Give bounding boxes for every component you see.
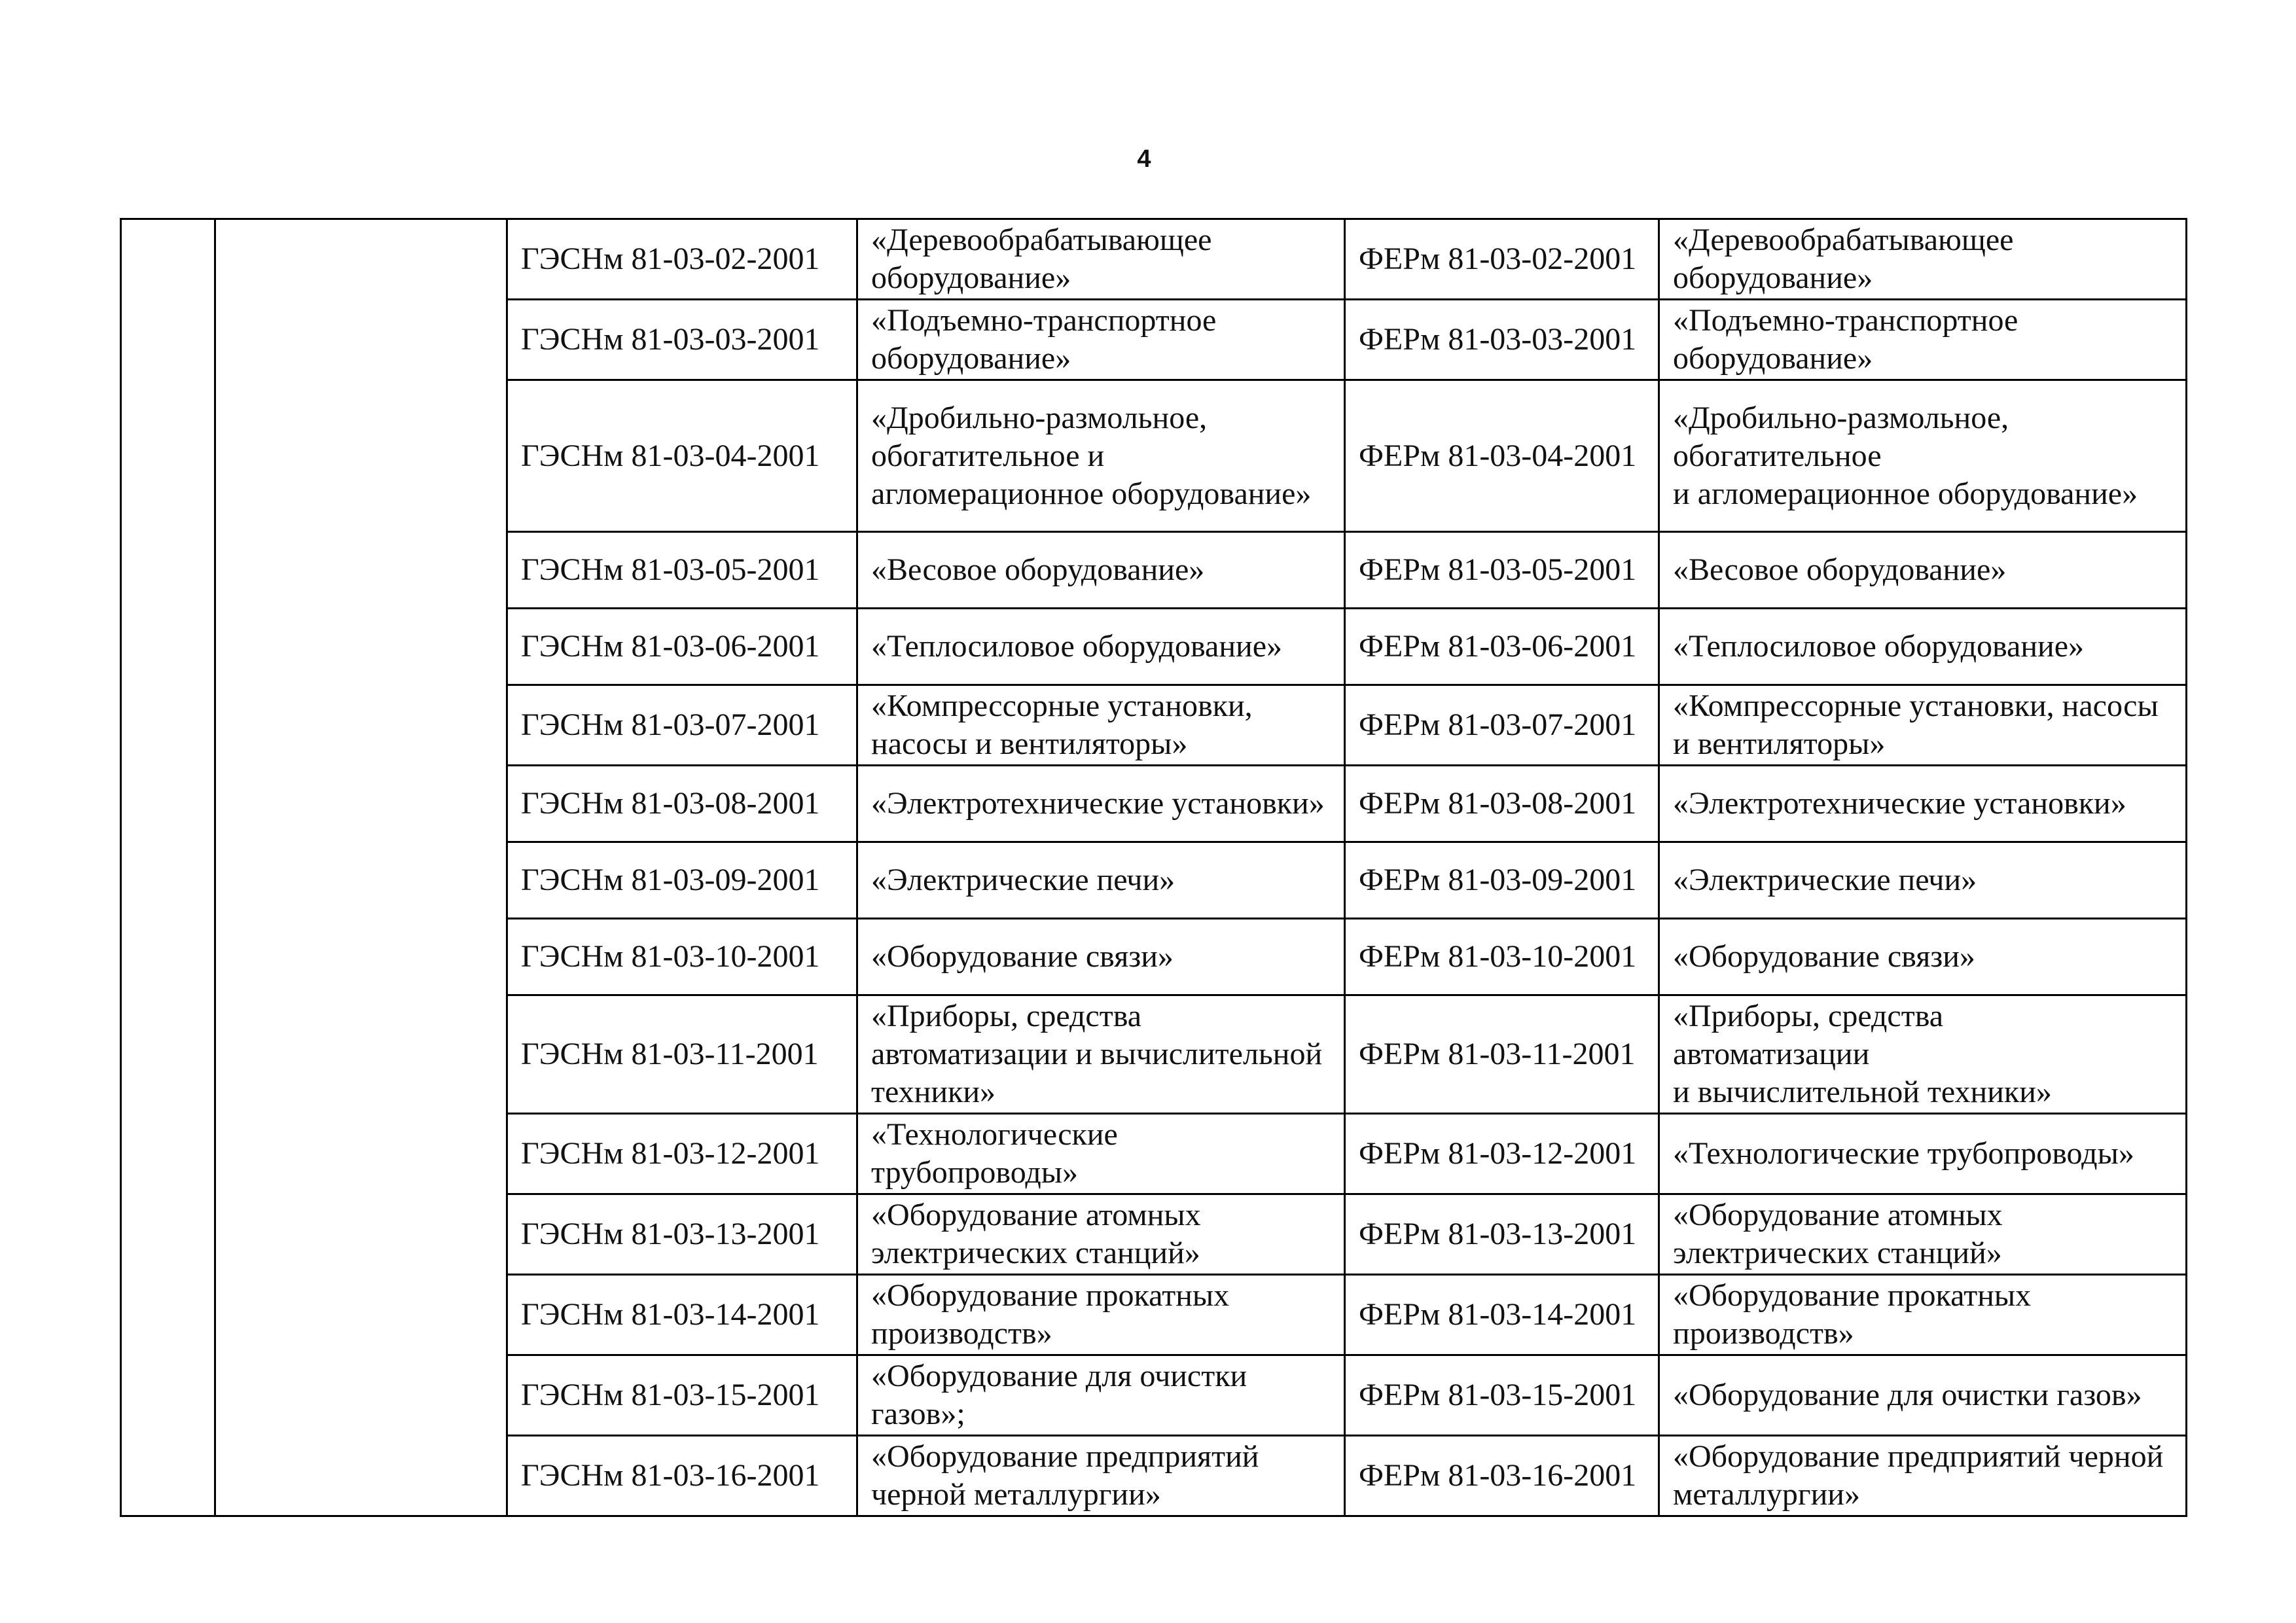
page-number: 4 bbox=[1137, 145, 1151, 173]
table-body bbox=[121, 219, 2187, 1516]
fer-code-cell: ФЕРм 81-03-05-2001 bbox=[1345, 532, 1659, 609]
fer-code-cell: ФЕРм 81-03-04-2001 bbox=[1345, 380, 1659, 532]
fer-code-cell: ФЕРм 81-03-03-2001 bbox=[1345, 300, 1659, 380]
fer-code-cell: ФЕРм 81-03-02-2001 bbox=[1345, 219, 1659, 300]
gesn-code-cell: ГЭСНм 81-03-09-2001 bbox=[507, 842, 857, 919]
fer-title-cell: «Электрические печи» bbox=[1659, 842, 2187, 919]
gesn-title-cell: «Компрессорные установки, насосы и вентиляторы» bbox=[857, 685, 1345, 766]
fer-code-cell: ФЕРм 81-03-08-2001 bbox=[1345, 766, 1659, 842]
fer-title-cell: «Оборудование для очистки газов» bbox=[1659, 1355, 2187, 1436]
gesn-code-cell: ГЭСНм 81-03-08-2001 bbox=[507, 766, 857, 842]
fer-title-cell: «Деревообрабатывающее оборудование» bbox=[1659, 219, 2187, 300]
gesn-title-cell: «Оборудование прокатных производств» bbox=[857, 1275, 1345, 1355]
gesn-title-cell: «Оборудование для очистки газов»; bbox=[857, 1355, 1345, 1436]
table-row bbox=[121, 219, 2187, 300]
gesn-title-cell: «Весовое оборудование» bbox=[857, 532, 1345, 609]
fer-code-cell: ФЕРм 81-03-12-2001 bbox=[1345, 1114, 1659, 1194]
gesn-code-cell: ГЭСНм 81-03-07-2001 bbox=[507, 685, 857, 766]
gesn-title-cell: «Оборудование атомных электрических станций» bbox=[857, 1194, 1345, 1275]
gesn-code-cell: ГЭСНм 81-03-15-2001 bbox=[507, 1355, 857, 1436]
gesn-title-cell: «Деревообрабатывающее оборудование» bbox=[857, 219, 1345, 300]
fer-title-cell: «Подъемно-транспортное оборудование» bbox=[1659, 300, 2187, 380]
fer-title-cell: «Технологические трубопроводы» bbox=[1659, 1114, 2187, 1194]
fer-code-cell: ФЕРм 81-03-16-2001 bbox=[1345, 1436, 1659, 1516]
gesn-title-cell: «Электрические печи» bbox=[857, 842, 1345, 919]
fer-title-cell: «Дробильно-размольное, обогатительное и агломерационное оборудование» bbox=[1659, 380, 2187, 532]
gesn-title-cell: «Приборы, средства автоматизации и вычислительной техники» bbox=[857, 995, 1345, 1114]
gesn-title-cell: «Подъемно-транспортное оборудование» bbox=[857, 300, 1345, 380]
gesn-code-cell: ГЭСНм 81-03-04-2001 bbox=[507, 380, 857, 532]
gesn-title-cell: «Дробильно-размольное, обогатительное и агломерационное оборудование» bbox=[857, 380, 1345, 532]
fer-code-cell: ФЕРм 81-03-10-2001 bbox=[1345, 919, 1659, 995]
gesn-title-cell: «Теплосиловое оборудование» bbox=[857, 609, 1345, 685]
fer-title-cell: «Оборудование связи» bbox=[1659, 919, 2187, 995]
fer-code-cell: ФЕРм 81-03-14-2001 bbox=[1345, 1275, 1659, 1355]
fer-title-cell: «Теплосиловое оборудование» bbox=[1659, 609, 2187, 685]
gesn-code-cell: ГЭСНм 81-03-05-2001 bbox=[507, 532, 857, 609]
gesn-code-cell: ГЭСНм 81-03-03-2001 bbox=[507, 300, 857, 380]
gesn-title-cell: «Электротехнические установки» bbox=[857, 766, 1345, 842]
gesn-code-cell: ГЭСНм 81-03-13-2001 bbox=[507, 1194, 857, 1275]
outer-empty-cell-1 bbox=[121, 219, 215, 1516]
fer-title-cell: «Весовое оборудование» bbox=[1659, 532, 2187, 609]
fer-title-cell: «Оборудование атомных электрических станций» bbox=[1659, 1194, 2187, 1275]
norms-table bbox=[120, 218, 2187, 1517]
gesn-title-cell: «Оборудование связи» bbox=[857, 919, 1345, 995]
fer-code-cell: ФЕРм 81-03-06-2001 bbox=[1345, 609, 1659, 685]
fer-code-cell: ФЕРм 81-03-13-2001 bbox=[1345, 1194, 1659, 1275]
fer-title-cell: «Оборудование прокатных производств» bbox=[1659, 1275, 2187, 1355]
outer-empty-cell-2 bbox=[215, 219, 507, 1516]
fer-title-cell: «Компрессорные установки, насосы и вентиляторы» bbox=[1659, 685, 2187, 766]
fer-code-cell: ФЕРм 81-03-15-2001 bbox=[1345, 1355, 1659, 1436]
gesn-code-cell: ГЭСНм 81-03-14-2001 bbox=[507, 1275, 857, 1355]
gesn-code-cell: ГЭСНм 81-03-06-2001 bbox=[507, 609, 857, 685]
gesn-code-cell: ГЭСНм 81-03-02-2001 bbox=[507, 219, 857, 300]
gesn-code-cell: ГЭСНм 81-03-12-2001 bbox=[507, 1114, 857, 1194]
fer-title-cell: «Электротехнические установки» bbox=[1659, 766, 2187, 842]
gesn-title-cell: «Технологические трубопроводы» bbox=[857, 1114, 1345, 1194]
fer-title-cell: «Оборудование предприятий черной металлургии» bbox=[1659, 1436, 2187, 1516]
gesn-code-cell: ГЭСНм 81-03-10-2001 bbox=[507, 919, 857, 995]
fer-code-cell: ФЕРм 81-03-07-2001 bbox=[1345, 685, 1659, 766]
fer-title-cell: «Приборы, средства автоматизации и вычислительной техники» bbox=[1659, 995, 2187, 1114]
gesn-code-cell: ГЭСНм 81-03-11-2001 bbox=[507, 995, 857, 1114]
fer-code-cell: ФЕРм 81-03-09-2001 bbox=[1345, 842, 1659, 919]
gesn-code-cell: ГЭСНм 81-03-16-2001 bbox=[507, 1436, 857, 1516]
fer-code-cell: ФЕРм 81-03-11-2001 bbox=[1345, 995, 1659, 1114]
gesn-title-cell: «Оборудование предприятий черной металлургии» bbox=[857, 1436, 1345, 1516]
